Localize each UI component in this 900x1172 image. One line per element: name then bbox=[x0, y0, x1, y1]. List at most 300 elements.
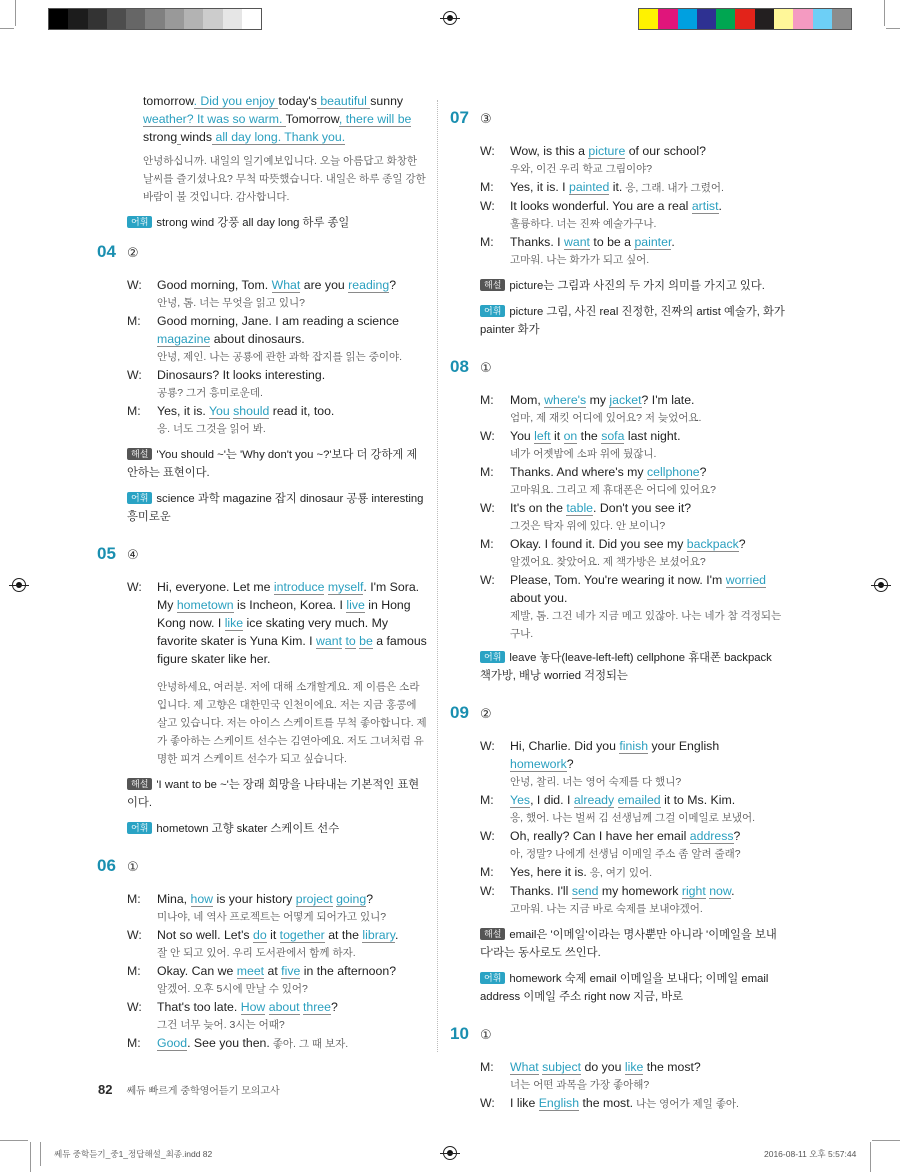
dialog-text: ? bbox=[738, 537, 746, 551]
color-swatch bbox=[145, 9, 164, 29]
dialog-translation: 알겠어요. 찾았어요. 제 책가방은 보셨어요? bbox=[510, 556, 706, 568]
question-08 bbox=[450, 357, 785, 685]
dialog-text: . See you then. bbox=[187, 1036, 270, 1050]
crop-mark bbox=[15, 0, 16, 26]
dialog-text: at bbox=[264, 964, 282, 978]
page-footer bbox=[98, 1082, 280, 1097]
explanation-text: 'You should ~'는 'Why don't you ~?'보다 더 강하게 제안하는 표현이다. bbox=[127, 449, 418, 479]
answer-word: do bbox=[252, 928, 267, 942]
answer-word: want bbox=[316, 634, 343, 648]
answer-word: How bbox=[240, 1000, 266, 1014]
speaker-label: M: bbox=[480, 1060, 494, 1074]
dialog-text: ? bbox=[330, 1000, 338, 1014]
dialog-english bbox=[157, 998, 427, 1016]
vocab-text: hometown 고향 skater 스케이트 선수 bbox=[156, 823, 340, 835]
answer-word: introduce bbox=[273, 580, 325, 594]
crop-mark bbox=[870, 1142, 871, 1172]
speaker-label: W: bbox=[480, 1096, 495, 1110]
color-swatch bbox=[184, 9, 203, 29]
answer-word: to bbox=[345, 634, 356, 648]
dialog-english bbox=[510, 427, 785, 445]
speaker-label: M: bbox=[127, 892, 141, 906]
dialog-english bbox=[510, 391, 785, 409]
dialog-english bbox=[510, 463, 785, 481]
answer-word: emailed bbox=[617, 793, 661, 807]
dialog-english bbox=[157, 402, 427, 420]
speaker-label: W: bbox=[480, 199, 495, 213]
question-header bbox=[450, 1024, 785, 1044]
question-header bbox=[97, 856, 427, 876]
dialog-line bbox=[480, 1094, 785, 1113]
answer-word: painted bbox=[569, 180, 610, 194]
dialog-english bbox=[510, 882, 785, 900]
answer-word: cellphone bbox=[647, 465, 700, 479]
dialog-english bbox=[510, 1094, 785, 1113]
answer-word: table bbox=[566, 501, 594, 515]
answer-word: address bbox=[689, 829, 734, 843]
dialog-text: Good morning, Jane. I am reading a science bbox=[157, 314, 399, 328]
dialog-line bbox=[480, 178, 785, 197]
dialog-english bbox=[157, 578, 427, 668]
dialog-line bbox=[480, 1058, 785, 1094]
speaker-label: M: bbox=[127, 964, 141, 978]
dialog-line bbox=[480, 535, 785, 571]
dialog-text: the bbox=[577, 429, 602, 443]
dialog-text: Thanks. And where's my bbox=[510, 465, 647, 479]
dialog-translation: 고마워. 나는 화가가 되고 싶어. bbox=[510, 254, 650, 266]
dialog-english bbox=[157, 890, 427, 908]
vocabulary bbox=[127, 820, 427, 838]
dialog-text: do you bbox=[581, 1060, 625, 1074]
speaker-label: W: bbox=[480, 144, 495, 158]
color-swatch bbox=[716, 9, 735, 29]
dialog-translation: 응. 너도 그것을 읽어 봐. bbox=[157, 423, 266, 435]
inline-translation: 응, 그래. 내가 그렸어. bbox=[622, 182, 724, 194]
slug-timestamp: 2016-08-11 오후 5:57:44 bbox=[764, 1149, 857, 1159]
inline-translation: 나는 영어가 제일 좋아. bbox=[633, 1098, 739, 1110]
dialog-text: Okay. Can we bbox=[157, 964, 237, 978]
speaker-label: M: bbox=[480, 537, 494, 551]
question-06 bbox=[97, 856, 427, 1053]
color-swatch bbox=[107, 9, 126, 29]
dialog-english bbox=[510, 197, 785, 215]
dialog-line bbox=[480, 571, 785, 643]
dialog-english bbox=[510, 142, 785, 160]
dialog-text: in Hong Kong now. I bbox=[157, 598, 411, 630]
dialog-text: ? bbox=[699, 465, 707, 479]
dialog-translation: 아, 정말? 나에게 선생님 이메일 주소 좀 알려 줄래? bbox=[510, 848, 741, 860]
answer-word: finish bbox=[619, 739, 649, 753]
answer-word: subject bbox=[542, 1060, 582, 1074]
explanation-tag: 해설 bbox=[480, 928, 505, 940]
dialog-text: That's too late. bbox=[157, 1000, 241, 1014]
vocab-text: science 과학 magazine 잡지 dinosaur 공룡 interesting 흥미로운 bbox=[127, 493, 424, 523]
question-header bbox=[450, 703, 785, 723]
explanation-tag: 해설 bbox=[127, 448, 152, 460]
dialog-text: Thanks. I bbox=[510, 235, 564, 249]
dialog-translation: 그것은 탁자 위에 있다. 안 보이니? bbox=[510, 520, 666, 532]
speaker-label: M: bbox=[127, 314, 141, 328]
question-number: 08 bbox=[450, 357, 469, 376]
explanation bbox=[127, 446, 427, 482]
dialog-text: it bbox=[266, 928, 280, 942]
speaker-label: W: bbox=[127, 928, 142, 942]
dialog-line bbox=[480, 882, 785, 918]
dialog-text: it bbox=[550, 429, 564, 443]
answer-word: painter bbox=[634, 235, 672, 249]
vocab-text: leave 놓다(leave-left-left) cellphone 휴대폰 backpack 책가방, 배낭 worried 걱정되는 bbox=[480, 652, 772, 682]
answer-word: backpack bbox=[686, 537, 739, 551]
dialog-text: . bbox=[718, 199, 722, 213]
dialog-line bbox=[127, 312, 427, 366]
dialog-translation: 안녕, 톰. 너는 무엇을 읽고 있니? bbox=[157, 297, 305, 309]
dialog-line bbox=[127, 276, 427, 312]
passage-translation: 안녕하세요, 여러분. 저에 대해 소개할게요. 제 이름은 소라입니다. 제 고향은 대한민국 인천이에요. 저는 지금 홍콩에 살고 있습니다. 저는 아이스 스케이트를 무척 좋아합니다. 제가 좋아하는 스케이트 선수는 김연아예요. 저도 그녀처럼 유명한 피겨 스케이트 선수가 되고 싶습니다. bbox=[157, 681, 427, 765]
color-swatch bbox=[774, 9, 793, 29]
answer-word: be bbox=[359, 634, 373, 648]
answer-word: You bbox=[208, 404, 230, 418]
question-number: 06 bbox=[97, 856, 116, 875]
column-divider bbox=[437, 100, 438, 1052]
answer-word: three bbox=[302, 1000, 331, 1014]
answer-word: . Did you enjoy bbox=[193, 94, 279, 108]
dialog-translation: 그건 너무 늦어. 3시는 어때? bbox=[157, 1019, 285, 1031]
answer-word: like bbox=[224, 616, 244, 630]
dialog-english bbox=[157, 366, 427, 384]
dialog-line bbox=[480, 827, 785, 863]
answer-choice: ① bbox=[480, 360, 492, 375]
answer-word: like bbox=[624, 1060, 644, 1074]
answer-word: on bbox=[563, 429, 578, 443]
question-header bbox=[450, 357, 785, 377]
dialog-text: . bbox=[671, 235, 675, 249]
answer-word: English bbox=[538, 1096, 580, 1110]
answer-word: should bbox=[233, 404, 270, 418]
answer-word: left bbox=[534, 429, 551, 443]
dialog-translation: 안녕, 제인. 나는 공룡에 관한 과학 잡지를 읽는 중이야. bbox=[157, 351, 403, 363]
answer-word: Good bbox=[157, 1036, 188, 1050]
speaker-label: M: bbox=[480, 793, 494, 807]
question-number: 05 bbox=[97, 544, 116, 563]
answer-word: how bbox=[190, 892, 214, 906]
dialog-text: the most. bbox=[579, 1096, 634, 1110]
dialog-text: Hi, Charlie. Did you bbox=[510, 739, 620, 753]
dialog-translation: 공룡? 그거 흥미로운데. bbox=[157, 387, 263, 399]
question-number: 09 bbox=[450, 703, 469, 722]
dialog-text: Hi, everyone. Let me bbox=[157, 580, 274, 594]
dialog-line bbox=[127, 402, 427, 438]
answer-word: sofa bbox=[601, 429, 625, 443]
dialog-text: Please, Tom. You're wearing it now. I'm bbox=[510, 573, 726, 587]
dialog-text: ? bbox=[366, 892, 374, 906]
question-header bbox=[97, 242, 427, 262]
dialog-text: Not so well. Let's bbox=[157, 928, 253, 942]
dialog-text: it to Ms. Kim. bbox=[660, 793, 736, 807]
dialog-english bbox=[510, 1058, 785, 1076]
dialog-text: Oh, really? Can I have her email bbox=[510, 829, 690, 843]
answer-word: magazine bbox=[157, 332, 211, 346]
speaker-label: M: bbox=[480, 235, 494, 249]
dialog-line bbox=[480, 197, 785, 233]
question-07 bbox=[450, 108, 785, 339]
dialog-line bbox=[127, 926, 427, 962]
crop-mark bbox=[40, 1142, 41, 1166]
speaker-label: W: bbox=[127, 278, 142, 292]
vocab-tag: 어휘 bbox=[127, 822, 152, 834]
dialog-english bbox=[510, 791, 785, 809]
dialog-text: Dinosaurs? It looks interesting. bbox=[157, 368, 326, 382]
intro-translation: 안녕하십니까. 내일의 일기예보입니다. 오늘 아름답고 화창한 날씨를 즐기셨나요? 무척 따뜻했습니다. 내일은 하루 종일 강한 바람이 불 것입니다. 감사합니다. bbox=[143, 155, 426, 203]
dialog-translation: 훌륭하다. 너는 진짜 예술가구나. bbox=[510, 218, 657, 230]
answer-word: reading bbox=[348, 278, 390, 292]
question-header bbox=[450, 108, 785, 128]
crop-mark bbox=[30, 1142, 31, 1172]
answer-word: , there will be bbox=[338, 112, 412, 126]
color-swatch bbox=[658, 9, 677, 29]
dialog-text: the most? bbox=[643, 1060, 701, 1074]
dialog-text: in the afternoon? bbox=[300, 964, 397, 978]
dialog-text: at the bbox=[324, 928, 363, 942]
dialog-text: , I did. I bbox=[530, 793, 574, 807]
grayscale-color-bar bbox=[48, 8, 262, 30]
dialog-text: . bbox=[731, 884, 735, 898]
dialog-text: it. bbox=[609, 180, 623, 194]
dialog-translation: 우와, 이건 우리 학교 그림이야? bbox=[510, 163, 653, 175]
explanation-text: picture는 그림과 사진의 두 가지 의미를 가지고 있다. bbox=[509, 280, 765, 292]
answer-choice: ④ bbox=[127, 547, 139, 562]
dialog-line bbox=[480, 427, 785, 463]
dialog-line bbox=[480, 142, 785, 178]
dialog-english bbox=[510, 827, 785, 845]
answer-word: project bbox=[295, 892, 333, 906]
answer-word: five bbox=[281, 964, 301, 978]
dialog-english bbox=[510, 737, 785, 773]
registration-mark-icon bbox=[12, 578, 26, 592]
dialog-translation: 고마워. 나는 지금 바로 숙제를 보내야겠어. bbox=[510, 903, 703, 915]
dialog-text: ? bbox=[733, 829, 741, 843]
vocab-tag: 어휘 bbox=[480, 972, 505, 984]
answer-word: meet bbox=[236, 964, 265, 978]
crop-mark bbox=[884, 0, 885, 26]
answer-word: hometown bbox=[176, 598, 234, 612]
speaker-label: W: bbox=[480, 429, 495, 443]
dialog-text: your English bbox=[648, 739, 720, 753]
answer-word: Yes bbox=[510, 793, 531, 807]
dialog-line bbox=[480, 863, 785, 882]
speaker-label: W: bbox=[127, 1000, 142, 1014]
dialog-english bbox=[510, 863, 785, 882]
answer-word: about bbox=[268, 1000, 300, 1014]
dialog-english bbox=[510, 571, 785, 607]
answer-word: beautiful bbox=[316, 94, 371, 108]
dialog-text: Yes, it is. I bbox=[510, 180, 570, 194]
dialog-text: last night. bbox=[624, 429, 681, 443]
color-swatch bbox=[49, 9, 68, 29]
dialog-translation: 미나야, 네 역사 프로젝트는 어떻게 되어가고 있니? bbox=[157, 911, 387, 923]
question-number: 07 bbox=[450, 108, 469, 127]
dialog-english bbox=[510, 499, 785, 517]
dialog-text: strong bbox=[143, 130, 178, 144]
dialog-english bbox=[510, 178, 785, 197]
inline-translation: 응, 여기 있어. bbox=[586, 867, 653, 879]
dialog-text: ice skating very much. My favorite skater is Yuna Kim. I bbox=[157, 616, 389, 648]
speaker-label: M: bbox=[480, 465, 494, 479]
answer-word: live bbox=[346, 598, 365, 612]
color-swatch bbox=[242, 9, 261, 29]
vocabulary bbox=[480, 303, 785, 339]
explanation-tag: 해설 bbox=[480, 279, 505, 291]
color-swatch bbox=[755, 9, 774, 29]
dialog-english bbox=[510, 535, 785, 553]
answer-word: going bbox=[336, 892, 367, 906]
question-09 bbox=[450, 703, 785, 1006]
speaker-label: M: bbox=[127, 404, 141, 418]
vocab-tag: 어휘 bbox=[480, 651, 505, 663]
dialog-text: a famous figure skater like her. bbox=[157, 634, 427, 666]
speaker-label: W: bbox=[480, 739, 495, 753]
book-title: 쎄듀 빠르게 중학영어듣기 모의고사 bbox=[126, 1086, 280, 1097]
answer-word: jacket bbox=[609, 393, 642, 407]
dialog-text: It's on the bbox=[510, 501, 567, 515]
dialog-translation: 고마워요. 그리고 제 휴대폰은 어디에 있어요? bbox=[510, 484, 716, 496]
color-swatch bbox=[126, 9, 145, 29]
color-swatch bbox=[203, 9, 222, 29]
explanation-text: 'I want to be ~'는 장래 희망을 나타내는 기본적인 표현이다. bbox=[127, 779, 420, 809]
dialog-text: . I'm Sora. My bbox=[157, 580, 420, 612]
vocab-text: picture 그림, 사진 real 진정한, 진짜의 artist 예술가, 화가 painter 화가 bbox=[480, 306, 785, 336]
dialog-line bbox=[127, 962, 427, 998]
dialog-line bbox=[480, 233, 785, 269]
color-swatch bbox=[832, 9, 851, 29]
dialog-text: is Incheon, Korea. I bbox=[233, 598, 347, 612]
explanation bbox=[127, 776, 427, 812]
intro-english bbox=[97, 92, 427, 146]
dialog-translation: 알겠어. 오후 5시에 만날 수 있어? bbox=[157, 983, 308, 995]
color-swatch bbox=[793, 9, 812, 29]
question-05 bbox=[97, 544, 427, 838]
dialog-line bbox=[480, 391, 785, 427]
dialog-text: are you bbox=[300, 278, 349, 292]
explanation-tag: 해설 bbox=[127, 778, 152, 790]
color-swatch bbox=[735, 9, 754, 29]
answer-word: weather? It was so warm. bbox=[143, 112, 286, 126]
answer-word: where's bbox=[544, 393, 587, 407]
dialog-text: Mom, bbox=[510, 393, 545, 407]
question-10 bbox=[450, 1024, 785, 1113]
dialog-text: . Don't you see it? bbox=[593, 501, 692, 515]
answer-word: artist bbox=[691, 199, 719, 213]
dialog-line bbox=[127, 1034, 427, 1053]
dialog-english bbox=[157, 312, 427, 348]
question-number: 10 bbox=[450, 1024, 469, 1043]
dialog-english bbox=[157, 962, 427, 980]
vocabulary bbox=[480, 970, 785, 1006]
dialog-text: tomorrow bbox=[143, 94, 194, 108]
dialog-text: about you. bbox=[510, 591, 568, 605]
cmyk-color-bar bbox=[638, 8, 852, 30]
answer-word: now bbox=[709, 884, 732, 898]
dialog-line bbox=[480, 791, 785, 827]
dialog-line bbox=[127, 578, 427, 668]
dialog-translation: 응, 했어. 나는 벌써 김 선생님께 그걸 이메일로 보냈어. bbox=[510, 812, 756, 824]
color-swatch bbox=[88, 9, 107, 29]
dialog-english bbox=[510, 233, 785, 251]
dialog-text: my homework bbox=[598, 884, 682, 898]
dialog-text: . bbox=[394, 928, 399, 942]
question-number: 04 bbox=[97, 242, 116, 261]
answer-choice: ① bbox=[127, 859, 139, 874]
answer-word: already bbox=[573, 793, 615, 807]
dialog-text: Okay. I found it. Did you see my bbox=[510, 537, 687, 551]
dialog-text: read it, too. bbox=[269, 404, 335, 418]
question-04 bbox=[97, 242, 427, 526]
vocab-tag: 어휘 bbox=[127, 216, 152, 228]
registration-mark-icon bbox=[443, 1146, 457, 1160]
left-column bbox=[97, 92, 427, 1071]
vocabulary bbox=[127, 490, 427, 526]
crop-mark bbox=[872, 1140, 900, 1141]
vocab-tag: 어휘 bbox=[127, 492, 152, 504]
registration-mark-icon bbox=[443, 11, 457, 25]
dialog-text: I like bbox=[510, 1096, 539, 1110]
answer-word: What bbox=[510, 1060, 539, 1074]
speaker-label: W: bbox=[480, 501, 495, 515]
dialog-text: is your history bbox=[213, 892, 296, 906]
answer-word: What bbox=[271, 278, 301, 292]
speaker-label: M: bbox=[480, 865, 494, 879]
dialog-text: winds bbox=[180, 130, 213, 144]
dialog-text: about dinosaurs. bbox=[210, 332, 305, 346]
answer-word: want bbox=[564, 235, 590, 249]
dialog-text: You bbox=[510, 429, 535, 443]
vocabulary bbox=[480, 649, 785, 685]
dialog-translation: 엄마, 제 재킷 어디에 있어요? 저 늦었어요. bbox=[510, 412, 702, 424]
dialog-english bbox=[157, 1034, 427, 1053]
dialog-text: Wow, is this a bbox=[510, 144, 589, 158]
color-swatch bbox=[697, 9, 716, 29]
speaker-label: M: bbox=[480, 393, 494, 407]
dialog-text: today's bbox=[278, 94, 317, 108]
slug-filename: 쎄듀 중학듣기_중1_정답해설_최종.indd 82 bbox=[54, 1149, 213, 1159]
color-swatch bbox=[678, 9, 697, 29]
dialog-translation: 네가 어젯밤에 소파 위에 뒀잖니. bbox=[510, 448, 657, 460]
speaker-label: M: bbox=[480, 180, 494, 194]
color-swatch bbox=[165, 9, 184, 29]
dialog-text: sunny bbox=[370, 94, 404, 108]
crop-mark bbox=[0, 28, 14, 29]
dialog-text: Tomorrow bbox=[285, 112, 339, 126]
registration-mark-icon bbox=[874, 578, 888, 592]
answer-word: all day long. Thank you. bbox=[212, 130, 346, 144]
page-number: 82 bbox=[98, 1082, 113, 1097]
dialog-text: Mina, bbox=[157, 892, 191, 906]
answer-choice: ① bbox=[480, 1027, 492, 1042]
vocab-tag: 어휘 bbox=[480, 305, 505, 317]
dialog-text: ? bbox=[566, 757, 574, 771]
vocab-text: homework 숙제 email 이메일을 보내다; 이메일 email address 이메일 주소 right now 지금, 바로 bbox=[480, 973, 769, 1003]
right-column bbox=[450, 108, 785, 1131]
speaker-label: M: bbox=[127, 1036, 141, 1050]
intro-vocab: 어휘 strong wind 강풍 all day long 하루 종일 bbox=[97, 214, 427, 232]
question-header bbox=[97, 544, 427, 564]
dialog-text: Yes, it is. bbox=[157, 404, 209, 418]
dialog-line bbox=[127, 890, 427, 926]
answer-word: homework bbox=[510, 757, 567, 771]
explanation bbox=[480, 926, 785, 962]
speaker-label: W: bbox=[127, 580, 142, 594]
speaker-label: W: bbox=[480, 884, 495, 898]
color-swatch bbox=[639, 9, 658, 29]
